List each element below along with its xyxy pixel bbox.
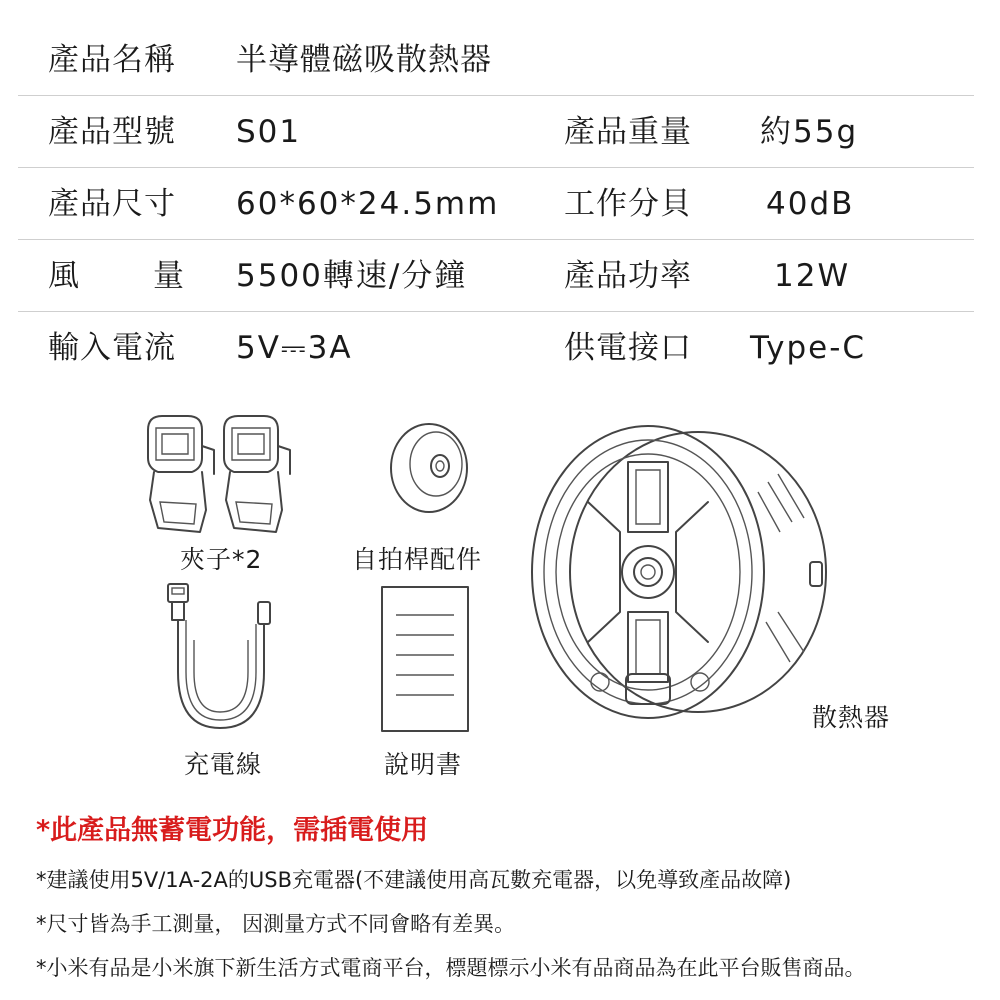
input-value: 5V⎓3A — [236, 330, 353, 366]
input-label: 輸入電流 — [48, 330, 176, 366]
name-label: 產品名稱 — [48, 42, 176, 78]
spec-row-input — [18, 312, 974, 384]
cable-caption: 充電線 — [184, 750, 263, 779]
model-value: S01 — [236, 114, 302, 150]
manual-illustration — [380, 585, 470, 735]
manual-caption: 說明書 — [384, 750, 463, 779]
cable-illustration — [158, 580, 288, 740]
airflow-value: 5500轉速/分鐘 — [236, 258, 468, 294]
name-value: 半導體磁吸散熱器 — [236, 42, 492, 78]
power-value: 12W — [774, 258, 851, 294]
weight-value: 約55g — [760, 114, 859, 150]
spec-row-airflow — [18, 240, 974, 312]
warning-text: *此產品無蓄電功能，需插電使用 — [36, 815, 429, 846]
spec-row-model — [18, 96, 974, 168]
noise-label: 工作分貝 — [564, 186, 692, 222]
spec-row-size — [18, 168, 974, 240]
selfie-caption: 自拍桿配件 — [352, 545, 483, 574]
spec-row-name — [18, 24, 974, 96]
clip-caption: 夾子*2 — [180, 545, 263, 574]
power-label: 產品功率 — [564, 258, 692, 294]
cooler-illustration — [528, 422, 838, 722]
note-platform: *小米有品是小米旗下新生活方式電商平台，標題標示小米有品商品為在此平台販售商品。 — [36, 956, 866, 980]
size-label: 產品尺寸 — [48, 186, 176, 222]
weight-label: 產品重量 — [564, 114, 692, 150]
selfie-accessory-illustration — [384, 418, 474, 518]
port-label: 供電接口 — [564, 330, 692, 366]
note-measurement: *尺寸皆為手工測量， 因測量方式不同會略有差異。 — [36, 912, 516, 936]
note-usb-charger: *建議使用5V/1A-2A的USB充電器(不建議使用高瓦數充電器，以免導致產品故障) — [36, 868, 792, 892]
noise-value: 40dB — [766, 186, 855, 222]
port-value: Type-C — [750, 330, 867, 366]
clip-illustration — [140, 410, 300, 540]
airflow-label: 風量 — [48, 258, 258, 294]
cooler-caption: 散熱器 — [812, 703, 891, 732]
size-value: 60*60*24.5mm — [236, 186, 500, 222]
model-label: 產品型號 — [48, 114, 176, 150]
